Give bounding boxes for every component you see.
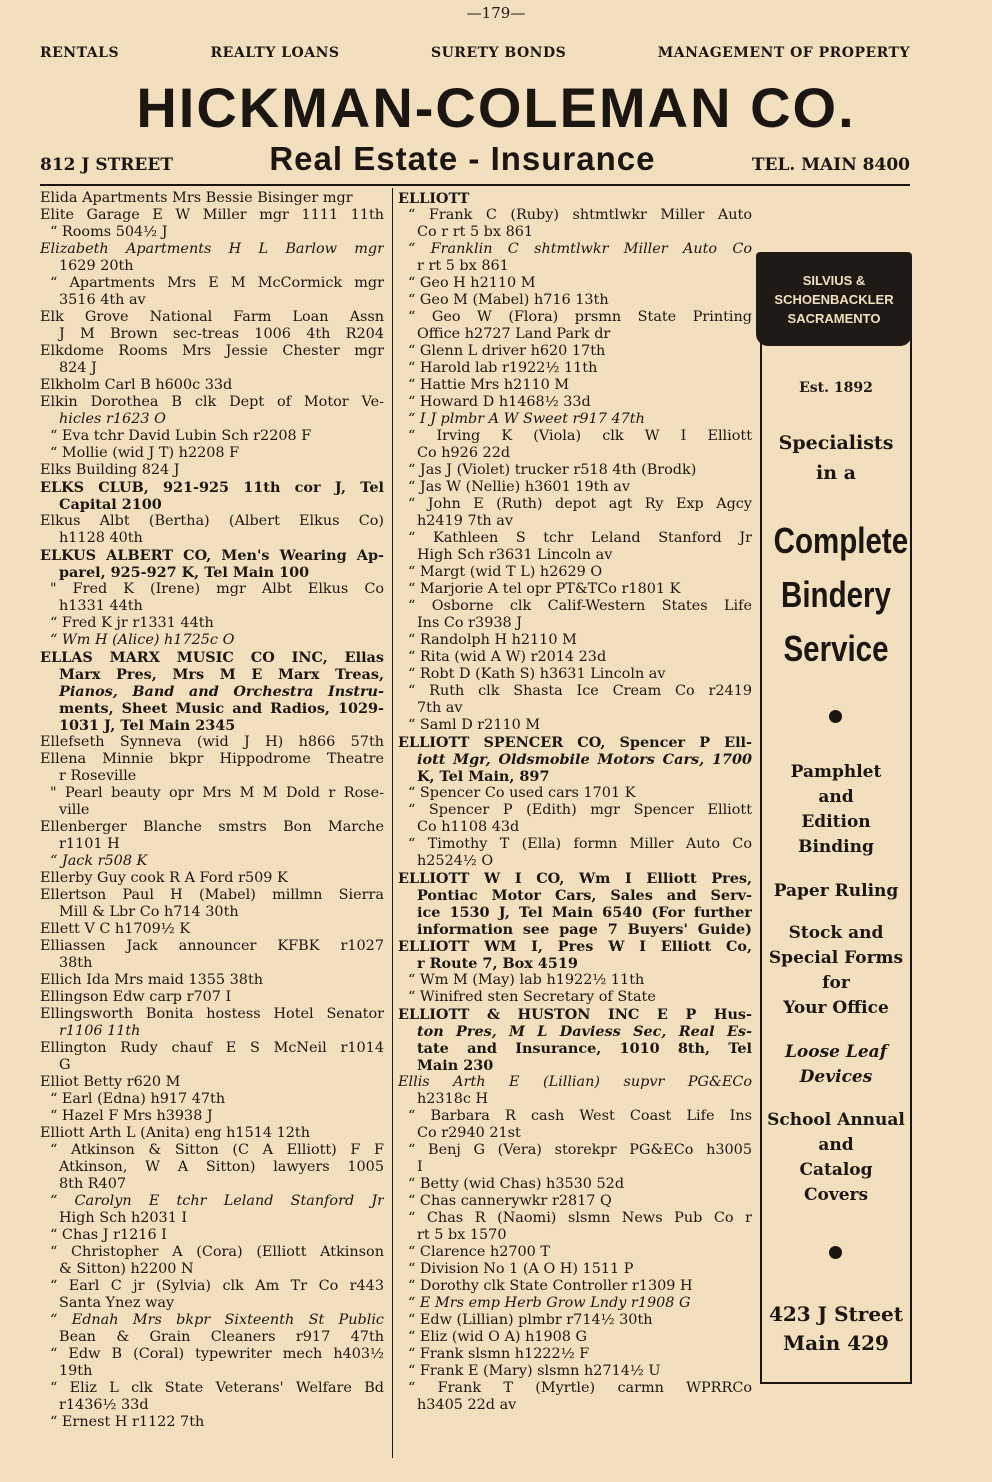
directory-line: ELLIOTT SPENCER CO, Spencer P Ell-	[398, 734, 752, 751]
ad-service-line: for	[822, 973, 850, 993]
directory-line: Elliot Betty r620 M	[40, 1074, 181, 1090]
ad-service-pamphlet	[760, 760, 912, 860]
directory-line: Ellena Minnie bkpr Hippodrome Theatre	[40, 751, 384, 767]
directory-line: “ Osborne clk Calif-Western States Life	[408, 598, 752, 614]
directory-line: h3405 22d av	[417, 1397, 517, 1413]
services-surety-bonds: SURETY BONDS	[430, 45, 567, 61]
ad-service-line: Special Forms	[768, 948, 904, 968]
directory-line: “ John E (Ruth) depot agt Ry Exp Agcy	[408, 496, 752, 512]
directory-line: r Route 7, Box 4519	[417, 955, 578, 972]
directory-line: Co r rt 5 bx 861	[417, 224, 534, 240]
directory-line: “ Margt (wid T L) h2629 O	[408, 564, 603, 580]
directory-line: Ellich Ida Mrs maid 1355 38th	[40, 972, 264, 988]
ad-service-line: School Annual	[767, 1110, 905, 1130]
directory-line: ELLIOTT WM I, Pres W I Elliott Co,	[398, 938, 752, 955]
directory-line: J M Brown sec-treas 1006 4th R204	[59, 326, 384, 342]
directory-line: ton Pres, M L Daviess Sec, Real Es-	[417, 1023, 752, 1040]
directory-line: “ Geo M (Mabel) h716 13th	[408, 292, 609, 308]
ad-service-line: Your Office	[783, 998, 889, 1018]
ad-established: Est. 1892	[799, 380, 873, 396]
directory-line: G	[59, 1057, 71, 1073]
logo-line: SCHOENBACKLER	[774, 291, 894, 307]
directory-line: “ Wm M (May) lab h1922½ 11th	[408, 972, 645, 988]
ad-service-paper-ruling	[760, 879, 912, 904]
directory-line: iott Mgr, Oldsmobile Motors Cars, 1700	[417, 751, 752, 768]
directory-line: h1331 44th	[59, 598, 143, 614]
directory-line: Pontiac Motor Cars, Sales and Serv-	[417, 887, 752, 904]
ad-specialists-line: Specialists	[778, 432, 894, 454]
directory-line: h2318c H	[417, 1091, 489, 1107]
directory-line: ville	[59, 802, 90, 818]
directory-line: Ellertson Paul H (Mabel) millmn Sierra	[40, 887, 384, 903]
directory-line: Ellingson Edw carp r707 I	[40, 989, 232, 1005]
directory-line: “ Hattie Mrs h2110 M	[408, 377, 570, 393]
directory-line: Ellingsworth Bonita hostess Hotel Senator	[40, 1006, 384, 1022]
directory-line: Elk Grove National Farm Loan Assn	[40, 309, 384, 325]
directory-line: “ Chas R (Naomi) slsmn News Pub Co r	[408, 1210, 752, 1226]
directory-line: h1128 40th	[59, 530, 143, 546]
directory-line: “ Frank slsmn h1222½ F	[408, 1346, 590, 1362]
directory-line: “ Irving K (Viola) clk W I Elliott	[408, 428, 752, 444]
directory-line: Mill & Lbr Co h714 30th	[59, 904, 239, 920]
directory-line: Ellis Arth E (Lillian) supvr PG&ECo	[398, 1074, 752, 1090]
directory-line: “ Spencer P (Edith) mgr Spencer Elliott	[408, 802, 752, 818]
directory-line: “ Ednah Mrs bkpr Sixteenth St Public	[50, 1312, 384, 1328]
directory-line: 7th av	[417, 700, 463, 716]
ad-service-line: Pamphlet	[790, 762, 882, 782]
directory-line: “ Ruth clk Shasta Ice Cream Co r2419	[408, 683, 752, 699]
directory-line: Elliassen Jack announcer KFBK r1027	[40, 938, 384, 954]
directory-line: “ Wm H (Alice) h1725c O	[50, 632, 235, 648]
directory-line: Elkin Dorothea B clk Dept of Motor Ve-	[40, 394, 384, 410]
directory-line: ELKUS ALBERT CO, Men's Wearing Ap-	[40, 547, 384, 564]
directory-line: Ellett V C h1709½ K	[40, 921, 191, 937]
directory-line: “ Rooms 504½ J	[50, 224, 168, 240]
directory-line: Ins Co r3938 J	[417, 615, 523, 631]
directory-line: h2419 7th av	[417, 513, 513, 529]
ad-address	[760, 1300, 912, 1358]
directory-line: “ Chas cannerywkr r2817 Q	[408, 1193, 612, 1209]
ad-bindery-line: Complete	[773, 520, 909, 561]
ad-address-line: 423 J Street	[768, 1302, 904, 1326]
directory-line: High Sch r3631 Lincoln av	[417, 547, 613, 563]
header-address-bar	[40, 140, 910, 178]
directory-line: Marx Pres, Mrs M E Marx Treas,	[59, 666, 384, 683]
directory-line: 38th	[59, 955, 93, 971]
company-name: HICKMAN-COLEMAN CO.	[136, 76, 856, 139]
services-realty-loans: REALTY LOANS	[210, 45, 340, 61]
directory-line: h2524½ O	[417, 853, 494, 869]
directory-line: “ Robt D (Kath S) h3631 Lincoln av	[408, 666, 666, 682]
directory-line: I	[417, 1159, 423, 1175]
directory-line: “ Timothy T (Ella) formn Miller Auto Co	[408, 836, 752, 852]
directory-line: Atkinson, W A Sitton) lawyers 1005	[59, 1159, 384, 1175]
page-number: —179—	[466, 4, 526, 22]
directory-line: “ Earl C jr (Sylvia) clk Am Tr Co r443	[50, 1278, 384, 1294]
directory-line: “ Fred K jr r1331 44th	[50, 615, 214, 631]
directory-line: ice 1530 J, Tel Main 6540 (For further	[417, 904, 752, 921]
company-phone: TEL. MAIN 8400	[751, 155, 910, 175]
directory-line: ments, Sheet Music and Radios, 1029-	[59, 700, 384, 717]
directory-line: Pianos, Band and Orchestra Instru-	[59, 683, 384, 700]
directory-line: r Roseville	[59, 768, 137, 784]
ad-service-line: Catalog	[799, 1160, 873, 1180]
directory-line: “ Kathleen S tchr Leland Stanford Jr	[408, 530, 752, 546]
directory-line: Elkholm Carl B h600c 33d	[40, 377, 233, 393]
directory-line: ELLIOTT	[398, 190, 470, 207]
ad-bindery-line: Service	[783, 628, 889, 669]
directory-line: “ Franklin C shtmtlwkr Miller Auto Co	[408, 241, 752, 257]
directory-line: “ Geo H h2110 M	[408, 275, 536, 291]
ad-service-line: and	[818, 1135, 854, 1155]
directory-line: ELLIOTT & HUSTON INC E P Hus-	[398, 1006, 752, 1023]
directory-line: 8th R407	[59, 1176, 127, 1192]
ad-address-line: Main 429	[783, 1331, 889, 1355]
directory-line: 1031 J, Tel Main 2345	[59, 717, 236, 734]
directory-line: Elliott Arth L (Anita) eng h1514 12th	[40, 1125, 310, 1141]
services-management: MANAGEMENT OF PROPERTY	[657, 45, 910, 61]
directory-line: “ Christopher A (Cora) (Elliott Atkinson	[50, 1244, 384, 1260]
company-address: 812 J STREET	[40, 155, 173, 175]
ad-service-school-annual	[760, 1108, 912, 1208]
directory-line: “ Hazel F Mrs h3938 J	[50, 1108, 213, 1124]
ad-service-line: Stock and	[788, 923, 884, 943]
directory-line: parel, 925-927 K, Tel Main 100	[59, 564, 310, 581]
bullet-dot	[829, 710, 842, 723]
directory-line: “ Howard D h1468½ 33d	[408, 394, 591, 410]
bullet-dot	[829, 1246, 842, 1259]
ad-service-line: Loose Leaf	[784, 1042, 888, 1062]
directory-line: “ Ernest H r1122 7th	[50, 1414, 205, 1430]
directory-line: “ Jas J (Violet) trucker r518 4th (Brodk)	[408, 462, 697, 478]
directory-line: Ellington Rudy chauf E S McNeil r1014	[40, 1040, 384, 1056]
directory-line: “ Chas J r1216 I	[50, 1227, 167, 1243]
ad-bindery-heading	[773, 514, 909, 676]
directory-line: “ I J plmbr A W Sweet r917 47th	[408, 411, 645, 427]
directory-line: 19th	[59, 1363, 93, 1379]
directory-line: “ Marjorie A tel opr PT&TCo r1801 K	[408, 581, 681, 597]
directory-line: “ Carolyn E tchr Leland Stanford Jr	[50, 1193, 384, 1209]
directory-line: Main 230	[417, 1057, 494, 1074]
directory-line: “ Mollie (wid J T) h2208 F	[50, 445, 240, 461]
directory-line: r1101 H	[59, 836, 120, 852]
directory-line: Elks Building 824 J	[40, 462, 180, 478]
directory-line: “ Harold lab r1922½ 11th	[408, 360, 598, 376]
services-rentals: RENTALS	[40, 45, 120, 61]
ad-bindery-line: Bindery	[781, 574, 891, 615]
directory-line: Ellerby Guy cook R A Ford r509 K	[40, 870, 288, 886]
directory-line: " Pearl beauty opr Mrs M M Dold r Rose-	[50, 785, 384, 801]
directory-line: Ellenberger Blanche smstrs Bon Marche	[40, 819, 384, 835]
services-bar	[40, 45, 910, 61]
column-divider	[392, 188, 393, 1458]
company-business: Real Estate - Insurance	[269, 140, 656, 177]
directory-line: “ Edw B (Coral) typewriter mech h403½	[50, 1346, 384, 1362]
directory-line: Elizabeth Apartments H L Barlow mgr	[40, 241, 384, 257]
directory-line: Santa Ynez way	[59, 1295, 175, 1311]
directory-line: hicles r1623 O	[59, 411, 166, 427]
ad-service-line: and	[818, 787, 854, 807]
directory-line: “ Earl (Edna) h917 47th	[50, 1091, 226, 1107]
directory-line: ELLIOTT W I CO, Wm I Elliott Pres,	[398, 870, 752, 887]
directory-line: Co h926 22d	[417, 445, 511, 461]
directory-line: “ Jas W (Nellie) h3601 19th av	[408, 479, 630, 495]
directory-line: “ Winifred sten Secretary of State	[408, 989, 656, 1005]
directory-line: ELKS CLUB, 921-925 11th cor J, Tel	[40, 479, 384, 496]
ad-service-line: Edition	[801, 812, 871, 832]
directory-line: 1629 20th	[59, 258, 134, 274]
directory-line: “ Rita (wid A W) r2014 23d	[408, 649, 607, 665]
directory-line: “ Dorothy clk State Controller r1309 H	[408, 1278, 693, 1294]
directory-line: Office h2727 Land Park dr	[417, 326, 611, 342]
ad-specialists-line: in a	[816, 462, 856, 484]
ad-service-forms	[760, 921, 912, 1021]
directory-line: r1106 11th	[59, 1023, 141, 1039]
directory-line: “ Eliz (wid O A) h1908 G	[408, 1329, 588, 1345]
directory-line: “ Eliz L clk State Veterans' Welfare Bd	[50, 1380, 384, 1396]
directory-line: “ Barbara R cash West Coast Life Ins	[408, 1108, 752, 1124]
directory-line: K, Tel Main, 897	[417, 768, 550, 785]
ad-specialists	[760, 428, 912, 488]
directory-line: “ Eva tchr David Lubin Sch r2208 F	[50, 428, 312, 444]
directory-line: r1436½ 33d	[59, 1397, 149, 1413]
directory-line: “ Betty (wid Chas) h3530 52d	[408, 1176, 625, 1192]
directory-line: information see page 7 Buyers' Guide)	[417, 921, 752, 938]
directory-line: “ Geo W (Flora) prsmn State Printing	[408, 309, 752, 325]
directory-line: “ Division No 1 (A O H) 1511 P	[408, 1261, 634, 1277]
directory-line: r rt 5 bx 861	[417, 258, 509, 274]
directory-line: “ Edw (Lillian) plmbr r714½ 30th	[408, 1312, 653, 1328]
directory-line: “ Spencer Co used cars 1701 K	[408, 785, 636, 801]
directory-line: ELLAS MARX MUSIC CO INC, Ellas	[40, 649, 384, 666]
directory-line: Elkdome Rooms Mrs Jessie Chester mgr	[40, 343, 384, 359]
directory-line: rt 5 bx 1570	[417, 1227, 507, 1243]
directory-line: Capital 2100	[59, 496, 162, 513]
directory-line: Co h1108 43d	[417, 819, 520, 835]
directory-line: Co r2940 21st	[417, 1125, 521, 1141]
directory-line: “ Glenn L driver h620 17th	[408, 343, 606, 359]
logo-line: SACRAMENTO	[787, 310, 881, 326]
directory-line: “ Clarence h2700 T	[408, 1244, 551, 1260]
ad-service-loose-leaf	[760, 1040, 912, 1090]
directory-column-middle	[398, 190, 752, 1414]
directory-line: High Sch h2031 I	[59, 1210, 188, 1226]
directory-column-left	[40, 190, 384, 1431]
directory-line: “ Saml D r2110 M	[408, 717, 541, 733]
directory-line: Bean & Grain Cleaners r917 47th	[59, 1329, 384, 1345]
directory-line: “ Randolph H h2110 M	[408, 632, 577, 648]
directory-line: tate and Insurance, 1010 8th, Tel	[417, 1040, 752, 1057]
ad-service-line: Devices	[799, 1067, 873, 1087]
directory-line: Ellefseth Synneva (wid J H) h866 57th	[40, 734, 384, 750]
ad-service-line: Binding	[798, 837, 874, 857]
directory-line: 824 J	[59, 360, 97, 376]
directory-line: Elite Garage E W Miller mgr 1111 11th	[40, 207, 384, 223]
directory-line: “ Frank C (Ruby) shtmtlwkr Miller Auto	[408, 207, 752, 223]
logo-line: SILVIUS &	[802, 272, 866, 288]
ad-service-line: Paper Ruling	[773, 881, 899, 901]
directory-line: “ Frank T (Myrtle) carmn WPRRCo	[408, 1380, 752, 1396]
directory-line: “ E Mrs emp Herb Grow Lndy r1908 G	[408, 1295, 691, 1311]
directory-line: " Fred K (Irene) mgr Albt Elkus Co	[50, 581, 384, 597]
directory-line: “ Jack r508 K	[50, 853, 148, 869]
directory-line: Elkus Albt (Bertha) (Albert Elkus Co)	[40, 513, 384, 529]
directory-line: & Sitton) h2200 N	[59, 1261, 194, 1277]
directory-line: “ Apartments Mrs E M McCormick mgr	[50, 275, 384, 291]
ad-service-line: Covers	[803, 1185, 869, 1205]
directory-line: 3516 4th av	[59, 292, 146, 308]
directory-line: Elida Apartments Mrs Bessie Bisinger mgr	[40, 190, 353, 206]
directory-line: “ Frank E (Mary) slsmn h2714½ U	[408, 1363, 661, 1379]
book-logo	[756, 252, 912, 346]
directory-line: “ Atkinson & Sitton (C A Elliott) F F	[50, 1142, 384, 1158]
directory-line: “ Benj G (Vera) storekpr PG&ECo h3005	[408, 1142, 752, 1158]
header-rule	[40, 184, 910, 186]
